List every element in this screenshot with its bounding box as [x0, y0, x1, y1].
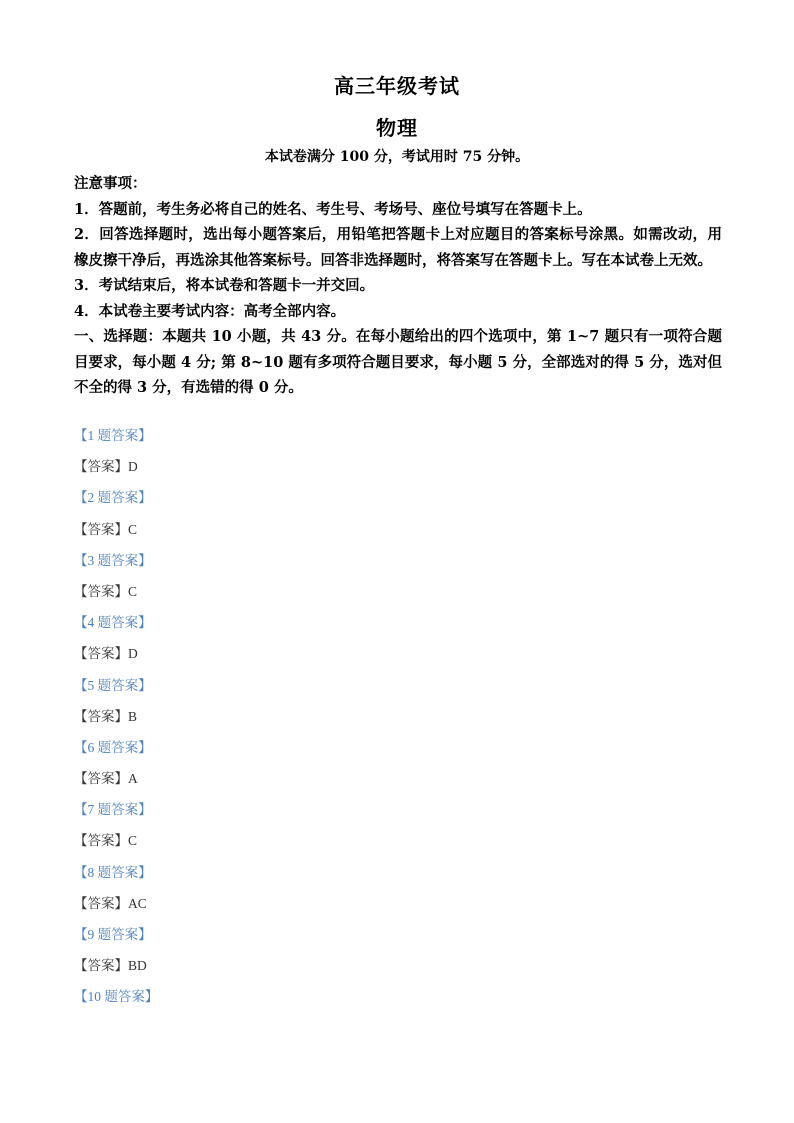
note-item-4: 4．本试卷主要考试内容：高考全部内容。 — [74, 302, 346, 320]
answer-list — [74, 420, 574, 1013]
note-item-1: 1．答题前，考生务必将自己的姓名、考生号、考场号、座位号填写在答题卡上。 — [74, 200, 592, 218]
question-7-answer: 【答案】C — [74, 833, 138, 849]
question-9-answer: 【答案】BD — [74, 958, 147, 974]
question-6-heading: 【6 题答案】 — [74, 739, 152, 755]
question-8-heading: 【8 题答案】 — [74, 864, 152, 880]
section-intro: 一、选择题：本题共 10 小题，共 43 分。在每小题给出的四个选项中，第 1~7 题只有一项符合题目要求，每小题 4 分; 第 8~10 题有多项符合题目要求，每小题 5 分，全部选对的得 5 分，选对但不全的得 3 分，有选错的得 0 分。 — [74, 328, 722, 396]
instructions-block — [74, 171, 722, 401]
question-5-heading: 【5 题答案】 — [74, 677, 152, 693]
note-item-2: 2．回答选择题时，选出每小题答案后，用铅笔把答题卡上对应题目的答案标号涂黑。如需改动，用橡皮擦干净后，再选涂其他答案标号。回答非选择题时，将答案写在答题卡上。写在本试卷上无效。 — [74, 226, 722, 269]
question-3-answer: 【答案】C — [74, 583, 138, 599]
question-3-heading: 【3 题答案】 — [74, 552, 152, 568]
question-6-answer: 【答案】A — [74, 771, 138, 787]
exam-info: 本试卷满分 100 分，考试用时 75 分钟。 — [264, 149, 530, 165]
question-4-answer: 【答案】D — [74, 646, 138, 662]
question-5-answer: 【答案】B — [74, 708, 138, 724]
question-1-heading: 【1 题答案】 — [74, 428, 152, 443]
question-7-heading: 【7 题答案】 — [74, 802, 152, 818]
question-9-heading: 【9 题答案】 — [74, 927, 152, 942]
question-8-answer: 【答案】AC — [74, 895, 147, 911]
question-10-heading: 【10 题答案】 — [74, 989, 159, 1005]
question-4-heading: 【4 题答案】 — [74, 615, 152, 631]
question-2-answer: 【答案】C — [74, 521, 138, 537]
notes-heading: 注意事项： — [74, 175, 147, 192]
exam-title: 高三年级考试 — [334, 74, 460, 98]
question-2-heading: 【2 题答案】 — [74, 490, 152, 506]
question-1-answer: 【答案】D — [74, 459, 138, 475]
subject-title: 物理 — [376, 116, 418, 140]
note-item-3: 3．考试结束后，将本试卷和答题卡一并交回。 — [74, 277, 375, 294]
